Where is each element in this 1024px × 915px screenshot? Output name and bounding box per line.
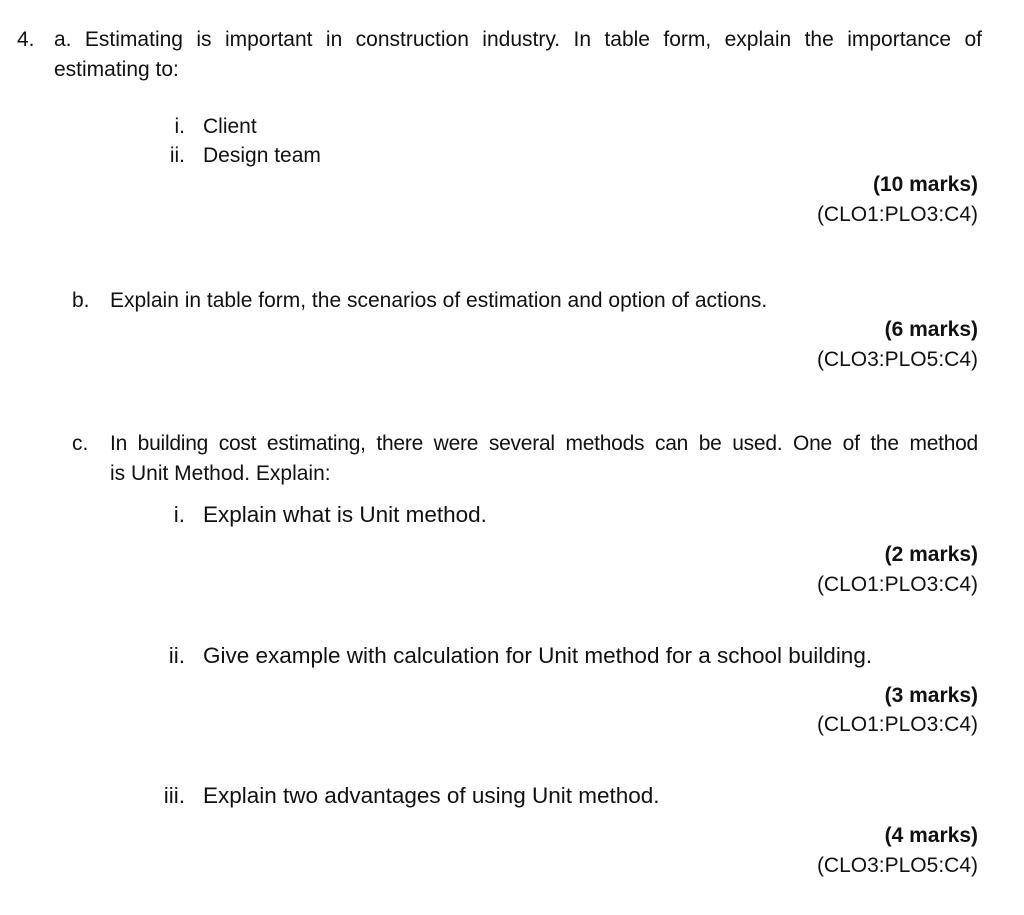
part-c-item-iii-marks: (4 marks) xyxy=(884,824,978,847)
part-a-item-ii-text: Design team xyxy=(203,144,321,167)
part-b-marks: (6 marks) xyxy=(884,318,978,341)
part-c-letter: c. xyxy=(72,432,89,455)
part-a-marks: (10 marks) xyxy=(872,173,978,196)
part-c-item-iii-text: Explain two advantages of using Unit method. xyxy=(203,783,660,808)
part-c-item-iii-number: iii. xyxy=(163,783,185,808)
part-c-item-ii-marks: (3 marks) xyxy=(884,684,978,707)
part-a-item-ii-number: ii. xyxy=(169,144,185,167)
part-c-item-ii-text: Give example with calculation for Unit method for a school building. xyxy=(203,643,873,668)
part-a-line1: a. Estimating is important in construction industry. In table form, explain the importance of xyxy=(54,28,982,51)
part-c-item-ii-number: ii. xyxy=(168,643,185,668)
part-b-text: Explain in table form, the scenarios of estimation and option of actions. xyxy=(110,289,768,312)
part-a-item-i-text: Client xyxy=(203,115,257,138)
part-c-item-ii-clo: (CLO1:PLO3:C4) xyxy=(816,713,978,736)
part-a-item-i-number: i. xyxy=(174,115,185,138)
part-c-item-i-number: i. xyxy=(173,502,185,527)
part-b-letter: b. xyxy=(72,289,90,312)
part-c-item-i-clo: (CLO1:PLO3:C4) xyxy=(816,573,978,596)
part-c-item-i-marks: (2 marks) xyxy=(884,543,978,566)
part-b-clo: (CLO3:PLO5:C4) xyxy=(816,348,978,371)
part-c-line1: In building cost estimating, there were several methods can be used. One of the method xyxy=(110,432,978,455)
question-number: 4. xyxy=(17,28,35,51)
part-a-line2: estimating to: xyxy=(54,58,179,81)
part-c-item-iii-clo: (CLO3:PLO5:C4) xyxy=(816,854,978,877)
part-c-line2: is Unit Method. Explain: xyxy=(110,462,331,485)
part-a-clo: (CLO1:PLO3:C4) xyxy=(816,203,978,226)
part-c-item-i-text: Explain what is Unit method. xyxy=(203,502,487,527)
